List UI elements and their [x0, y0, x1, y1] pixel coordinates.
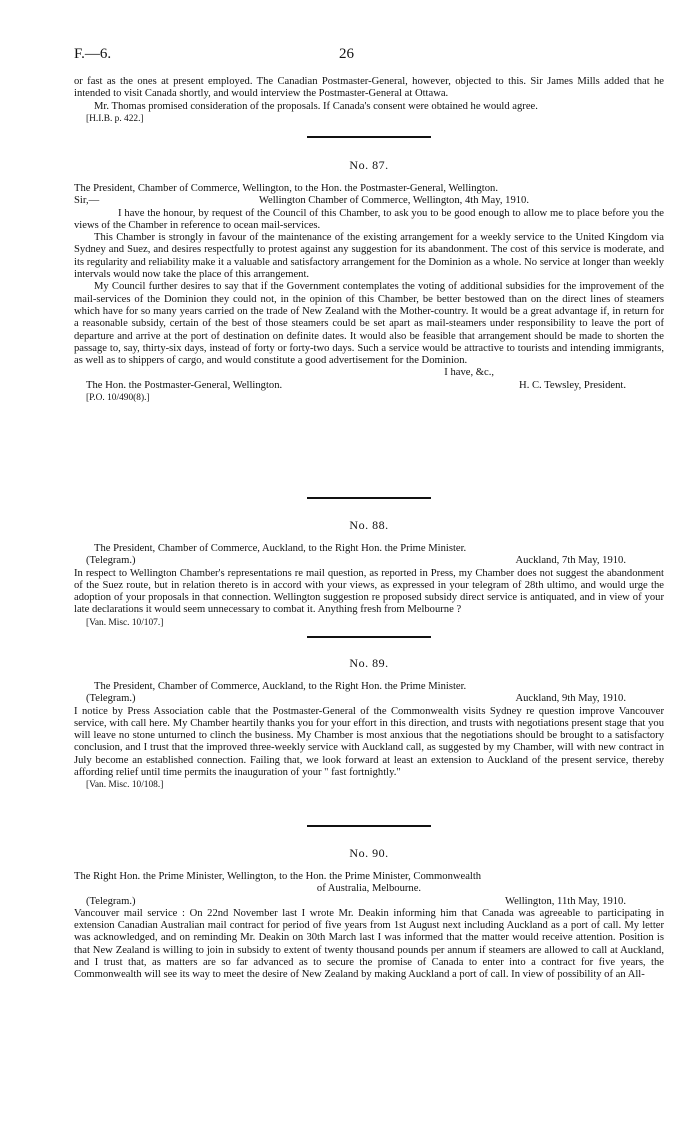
item-87-heading: No. 87. — [349, 158, 389, 172]
item-88-reference: [Van. Misc. 10/107.] — [86, 617, 164, 628]
item-90-body: Vancouver mail service : On 22nd November last I wrote Mr. Deakin informing him that Canada was agreeable to participating in extension Canadian Australian mail contract for period of five years from 1st August next including Auckland as a port of call. My letter was acknowledged, and on reminding Mr. Deakin on 30th March last I was informed that the matter would receive attention. Position is that New Zealand is willing to join in subsidy to extent of twenty thousand pounds per annum if steamers are allowed to call at Auckland, and I trust that, as matters are so far advanced as to secure the promise of Canada to enter into a contract for five years, the Commonwealth will see its way to meet the desire of New Zealand by making Auckland a port of call. In view of possibility of an All- — [74, 907, 664, 981]
item-87-address: The President, Chamber of Commerce, Wellington, to the Hon. the Postmaster-General, Wellington. — [74, 183, 498, 194]
divider — [74, 825, 664, 827]
item-87-place-date: Wellington Chamber of Commerce, Wellington, 4th May, 1910. — [258, 195, 529, 207]
item-89-heading: No. 89. — [349, 656, 389, 670]
continuation-paragraph-2: Mr. Thomas promised consideration of the proposals. If Canada's consent were obtained he would agree. — [94, 100, 538, 112]
item-89-address: The President, Chamber of Commerce, Auckland, to the Right Hon. the Prime Minister. — [94, 681, 467, 692]
item-90-address-line-1: The Right Hon. the Prime Minister, Wellington, to the Hon. the Prime Minister, Commonwealth — [74, 871, 482, 882]
item-88-address: The President, Chamber of Commerce, Auckland, to the Right Hon. the Prime Minister. — [94, 543, 467, 554]
item-89-telegram: (Telegram.) — [86, 693, 136, 705]
item-90 — [74, 846, 664, 982]
continuation-section — [74, 76, 664, 125]
item-87-signature-row — [74, 380, 664, 392]
document-code: F.—6. — [74, 46, 112, 62]
item-90-telegram: (Telegram.) — [86, 895, 136, 907]
item-88-telegram-row — [74, 555, 664, 567]
page-number: 26 — [339, 46, 354, 62]
item-89-body: I notice by Press Association cable that the Postmaster-General of the Commonwealth visits Sydney re question improve Vancouver service, with call here. My Chamber heartily thanks you for your effort in this direction, and trusts with negotiations present stage that you will leave no stone unturned to clinch the business. My Chamber is most anxious that the negotiations should be brought to a satisfactory conclusion, and I trust that the improved three-weekly service with Auckland call, as suggested by my Chamber, will with new contract in July become an established connection. Failing that, we look forward at least an extension to Auckland of the present service, thereby affording relief until time permits the inauguration of your " fast fortnightly." — [74, 705, 664, 779]
divider — [74, 136, 664, 138]
item-87-salutation: Sir,— — [74, 195, 100, 207]
item-88-place-date: Auckland, 7th May, 1910. — [515, 555, 626, 567]
item-89-place-date: Auckland, 9th May, 1910. — [515, 693, 626, 705]
divider — [74, 636, 664, 638]
divider — [74, 497, 664, 499]
item-87-paragraph-1: I have the honour, by request of the Council of this Chamber, to ask you to be good enough to allow me to place before you the views of the Chamber in reference to ocean mail-services. — [74, 207, 664, 231]
item-87-reference: [P.O. 10/490(8).] — [86, 393, 150, 404]
item-89-reference: [Van. Misc. 10/108.] — [86, 780, 164, 791]
item-87 — [74, 158, 664, 404]
item-88-heading: No. 88. — [349, 518, 389, 532]
item-87-closing-row — [74, 367, 664, 379]
item-87-paragraph-3: My Council further desires to say that if the Government contemplates the voting of additional subsidies for the improvement of the mail-services of the Dominion they could not, in the opinion of this Chamber, be better bestowed than on the direct lines of steamers which have for so many years carried on the trade of New Zealand with the Mother-country. It would be a great advantage if, in return for a reasonable subsidy, certain of the best of those steamers could be set apart as mail-steamers under responsibility to leave the port of departure and arrive at the port of destination on definite dates. It would also be feasible that arrangement should be made to shorten the passage to, say, thirty-six days, instead of forty or forty-two days. Such a service would be attractive to tourists and intending immigrants, as well as to shippers of cargo, and would constitute a good advertisement for the Dominion. — [74, 281, 664, 367]
item-90-telegram-row — [74, 896, 664, 908]
item-89-telegram-row — [74, 693, 664, 705]
item-90-address-line-2: of Australia, Melbourne. — [316, 883, 422, 895]
item-89 — [74, 656, 664, 791]
item-87-closing: I have, &c., — [444, 367, 494, 379]
continuation-reference: [H.I.B. p. 422.] — [86, 113, 144, 124]
item-88 — [74, 518, 664, 629]
item-88-body: In respect to Wellington Chamber's representations re mail question, as reported in Press, my Chamber does not suggest the abandonment of the Suez route, but in relation thereto is in accord with your views, as expressed in your telegram of 28th ultimo, and would urge the adoption of your proposals in that connection. Wellington suggestion re proposed subsidy direct service is antiquated, and in view of your late declarations it would seem unnecessary to combat it. Anything fresh from Melbourne ? — [74, 567, 664, 616]
continuation-paragraph-1: or fast as the ones at present employed. The Canadian Postmaster-General, however, objected to this. Sir James Mills added that he intended to visit Canada shortly, and would interview the Postmaster-General at Ottawa. — [74, 76, 664, 100]
item-87-recipient: The Hon. the Postmaster-General, Wellington. — [86, 379, 283, 391]
item-87-salutation-row — [74, 195, 664, 207]
item-90-place-date: Wellington, 11th May, 1910. — [504, 895, 626, 907]
item-87-paragraph-2: This Chamber is strongly in favour of the maintenance of the existing arrangement for a weekly service to the United Kingdom via Sydney and Suez, and desires respectfully to protest against any suggestion for its abandonment. The cost of this service is moderate, and its regularity and reliability make it a valuable and satisfactory arrangement for the Dominion as a whole. No service at longer than weekly intervals would now take the place of this arrangement. — [74, 232, 664, 281]
item-90-heading: No. 90. — [349, 846, 389, 860]
item-87-signature: H. C. Tewsley, President. — [519, 379, 626, 391]
item-88-telegram: (Telegram.) — [86, 555, 136, 567]
